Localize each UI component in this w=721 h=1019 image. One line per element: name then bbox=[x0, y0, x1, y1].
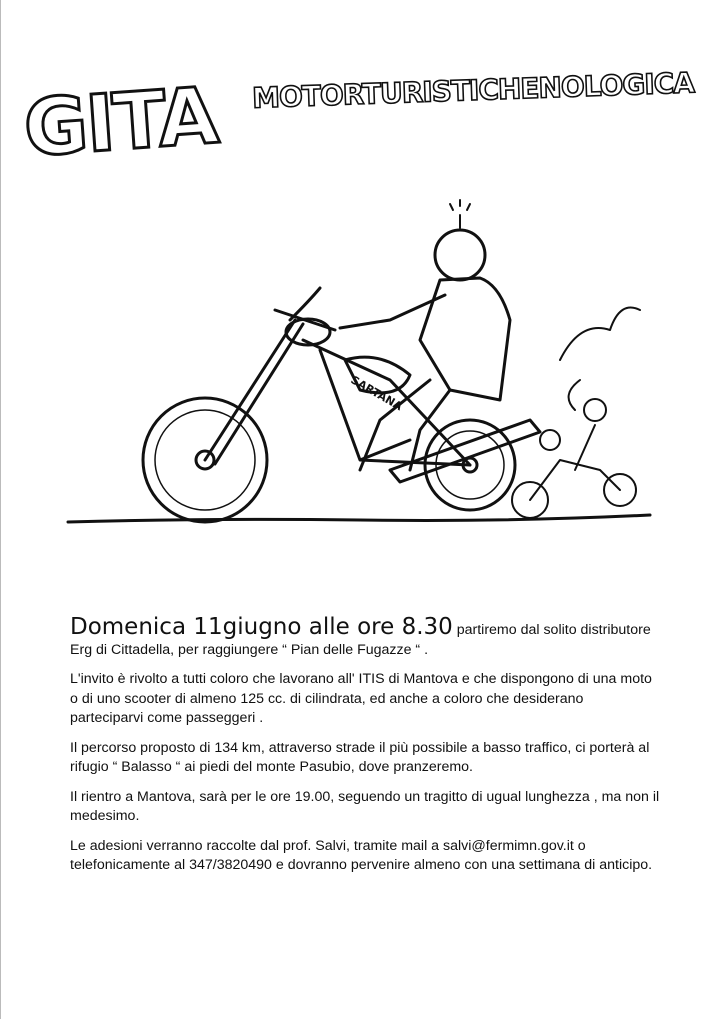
paragraph-invitation: L'invito è rivolto a tutti coloro che lavorano all' ITIS di Mantova e che dispongono di una moto o di uno scooter di almeno 125 cc. di cilindrata, ed anche a coloro che desiderano parteciparvi come passeggeri . bbox=[70, 671, 652, 726]
title-motorturistiche: MOTORTURISTICHENOLOGICA bbox=[251, 66, 695, 115]
helmet-light bbox=[450, 200, 470, 228]
motorcycle-illustration bbox=[60, 170, 660, 540]
paragraph-return: Il rientro a Mantova, sarà per le ore 19.00, seguendo un tragitto di ugual lunghezza , ma non il medesimo. bbox=[70, 788, 660, 824]
exhaust-smoke bbox=[560, 308, 640, 411]
paragraph-date bbox=[70, 614, 660, 660]
ground-line bbox=[68, 515, 650, 522]
front-fork bbox=[205, 320, 303, 464]
meeting-point: Erg di Cittadella, per raggiungere “ Pian delle Fugazze “ . bbox=[70, 641, 429, 658]
paragraph-registration: Le adesioni verranno raccolte dal prof. Salvi, tramite mail a salvi@fermimn.gov.it o telefonicamente al 347/3820490 e dovranno pervenire almeno con una settimana di anticipo. bbox=[70, 837, 653, 873]
date-headline: Domenica 11giugno alle ore 8.30 bbox=[70, 614, 453, 640]
paragraph-route: Il percorso proposto di 134 km, attraverso strade il più possibile a basso traffico, ci porterà al rifugio “ Balasso “ ai piedi del monte Pasubio, dove pranzeremo. bbox=[70, 739, 650, 775]
headline-rest: partiremo dal solito distributore bbox=[452, 622, 651, 638]
announcement-text bbox=[70, 614, 660, 886]
bike-label: SARTANA bbox=[348, 373, 405, 414]
title-gita: GITA bbox=[21, 71, 220, 175]
page-edge bbox=[0, 0, 1, 1019]
rider-body bbox=[420, 278, 510, 400]
exhaust bbox=[390, 420, 540, 482]
rider-head bbox=[435, 230, 485, 280]
follower-head bbox=[540, 430, 560, 450]
